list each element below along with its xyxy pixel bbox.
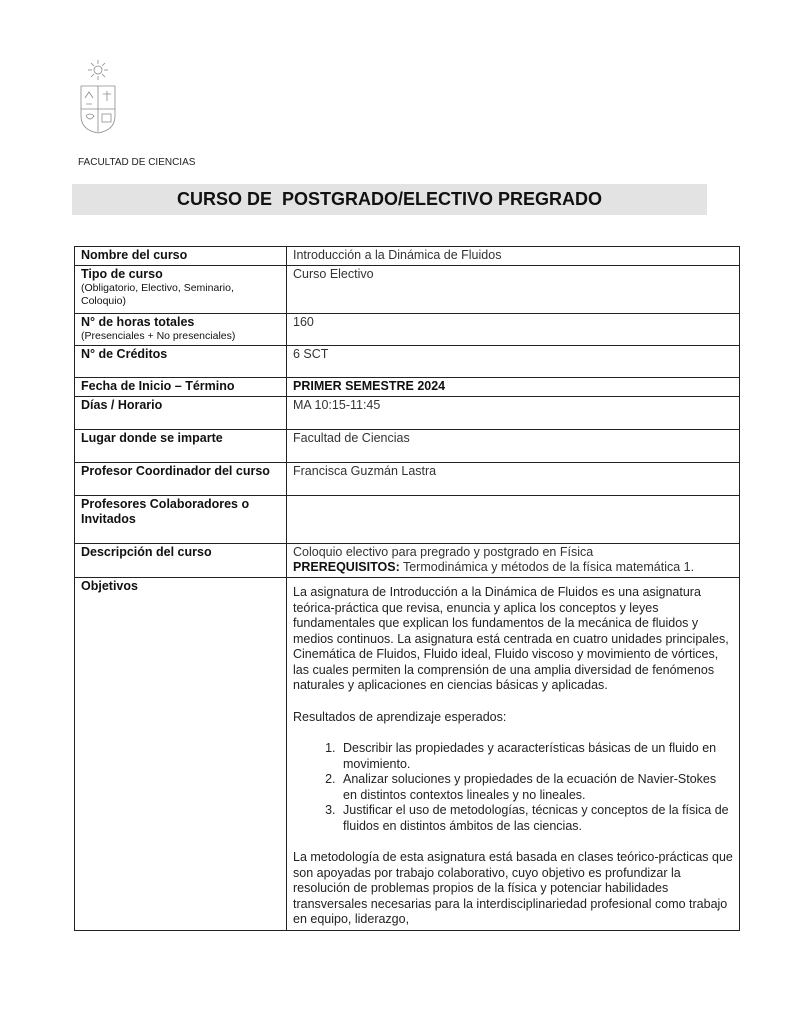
table-row: [75, 247, 740, 266]
document-title-banner: [72, 184, 707, 215]
results-heading: Resultados de aprendizaje esperados:: [293, 709, 507, 724]
methodology-text: La metodología de esta asignatura está basada en clases teórico-prácticas que son apoyadas por trabajo colaborativo, cuyo objetivo es profundizar la resolución de problemas propios de la física y potenciar habilidades transversales necesarias para la interdisciplinariedad profesional como trabajo en equipo, liderazgo,: [293, 850, 733, 926]
value-objectives: [287, 578, 740, 931]
value-collaborators: [287, 496, 740, 544]
table-row: [75, 544, 740, 578]
table-row: [75, 430, 740, 463]
table-row: [75, 397, 740, 430]
table-row: [75, 378, 740, 397]
table-row: [75, 578, 740, 931]
table-row: [75, 463, 740, 496]
value-total-hours: 160: [287, 314, 740, 346]
list-item: 3. Justificar el uso de metodologías, técnicas y conceptos de la física de fluidos en distintos ámbitos de las ciencias.: [339, 803, 733, 834]
label-credits: N° de Créditos: [75, 346, 287, 378]
list-item: 1. Describir las propiedades y acaracterísticas básicas de un fluido en movimiento.: [339, 741, 733, 772]
value-location: Facultad de Ciencias: [287, 430, 740, 463]
university-seal-logo: [78, 58, 118, 134]
table-row: [75, 314, 740, 346]
description-text: Coloquio electivo para pregrado y postgrado en Física: [293, 545, 594, 559]
value-credits: 6 SCT: [287, 346, 740, 378]
value-course-name: Introducción a la Dinámica de Fluidos: [287, 247, 740, 266]
label-schedule: Días / Horario: [75, 397, 287, 430]
value-coordinator: Francisca Guzmán Lastra: [287, 463, 740, 496]
course-info-table: [74, 246, 740, 931]
table-row: [75, 496, 740, 544]
prerequisites-label: PREREQUISITOS:: [293, 560, 400, 574]
prerequisites-text: Termodinámica y métodos de la física matemática 1.: [399, 560, 695, 574]
label-collaborators: Profesores Colaboradores o Invitados: [75, 496, 287, 544]
value-start-end-date: PRIMER SEMESTRE 2024: [287, 378, 740, 397]
label-coordinator: Profesor Coordinador del curso: [75, 463, 287, 496]
label-location: Lugar donde se imparte: [75, 430, 287, 463]
value-schedule: MA 10:15-11:45: [287, 397, 740, 430]
table-row: [75, 266, 740, 314]
value-course-type: Curso Electivo: [287, 266, 740, 314]
label-course-type: Tipo de curso (Obligatorio, Electivo, Seminario, Coloquio): [75, 266, 287, 314]
label-course-name: Nombre del curso: [75, 247, 287, 266]
label-description: Descripción del curso: [75, 544, 287, 578]
document-title: CURSO DE POSTGRADO/ELECTIVO PREGRADO: [176, 189, 603, 209]
value-description: [287, 544, 740, 578]
label-objectives: Objetivos: [75, 578, 287, 931]
results-list: [293, 741, 733, 834]
list-item: 2. Analizar soluciones y propiedades de la ecuación de Navier-Stokes en distintos contextos lineales y no lineales.: [339, 772, 733, 803]
label-start-end-date: Fecha de Inicio – Término: [75, 378, 287, 397]
objectives-intro: La asignatura de Introducción a la Dinámica de Fluidos es una asignatura teórica-práctica que revisa, enuncia y aplica los conceptos y leyes fundamentales que explican los fundamentos de la mecánica de fluidos y medios continuos. La asignatura está centrada en cuatro unidades principales, Cinemática de Fluidos, Fluido ideal, Fluido viscoso y movimiento de vórtices, las cuales permiten la comprensión de una amplia diversidad de fenómenos naturales y aplicaciones en ciencias básicas y aplicadas.: [293, 585, 729, 692]
label-total-hours: N° de horas totales (Presenciales + No presenciales): [75, 314, 287, 346]
faculty-name: FACULTAD DE CIENCIAS: [78, 157, 196, 168]
table-row: [75, 346, 740, 378]
